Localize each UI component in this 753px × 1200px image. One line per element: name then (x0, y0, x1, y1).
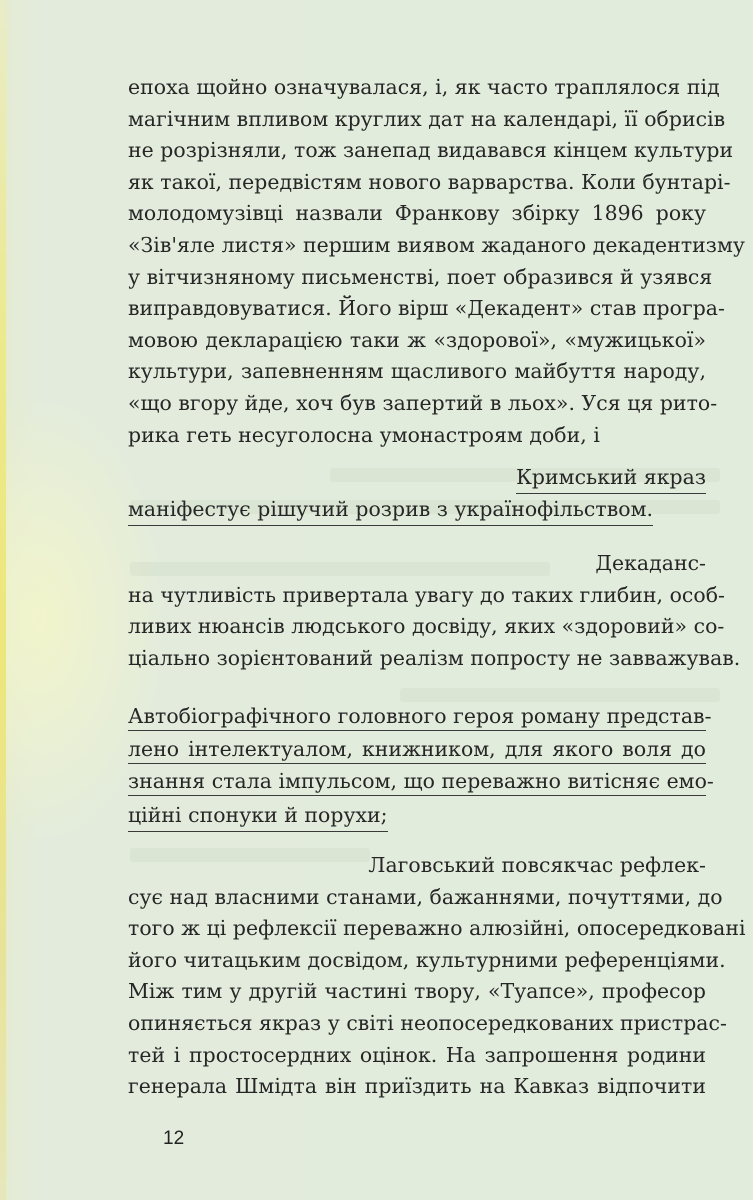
underlined-text: знання стала імпульсом, що переважно витісняє емо- (128, 767, 706, 796)
underlined-text: Кримський якраз (516, 464, 706, 494)
text-line: не розрізняли, тож занепад видавався кінцем культури (128, 138, 734, 163)
text-line: Лаговський повсякчас рефлек- (368, 853, 706, 877)
text-line: ціально зорієнтований реалізм попросту не завважував. (128, 645, 741, 670)
text-line: сує над власними станами, бажаннями, почуттями, до (128, 884, 723, 909)
paragraph-3 (128, 850, 746, 1103)
text-line: «Зів'яле листя» першим виявом жаданого декадентизму (128, 232, 745, 257)
text-line: виправдовуватися. Його вірш «Декадент» став програ- (128, 296, 725, 321)
text-line: генерала Шмідта він приїздить на Кавказ відпочити (128, 1074, 706, 1099)
underlined-passage-2 (128, 702, 714, 831)
text-line: тей і простосердних оцінок. На запрошення родини (128, 1042, 706, 1067)
text-line: у вітчизняному письменстві, поет образився й узявся (128, 264, 713, 289)
text-line: молодомузівці назвали Франкову збірку 1896 року (128, 201, 706, 226)
text-line: рика геть несуголосна умонастроям доби, і (128, 422, 600, 447)
underlined-text: маніфестує рішучий розрив з українофільством. (128, 496, 653, 526)
text-line: Між тим у другій частині твору, «Туапсе», професор (128, 979, 706, 1004)
text-line: на чутливість привертала увагу до таких глибин, особ- (128, 582, 725, 607)
paragraph-2 (128, 548, 741, 674)
page-number: 12 (163, 1128, 185, 1149)
paragraph-1 (128, 72, 745, 451)
page-edge (0, 0, 6, 1200)
text-line: ливих нюансів людського досвіду, яких «здоровий» со- (128, 614, 725, 639)
bleed-through-text (400, 688, 720, 702)
text-line: Декаданс- (595, 551, 706, 575)
text-line: культури, запевненням щасливого майбуття народу, (128, 359, 706, 384)
text-line: опиняється якраз у світі неопосередкованих пристрас- (128, 1010, 727, 1035)
text-line: його читацьким досвідом, культурними референціями. (128, 947, 726, 972)
text-line: мовою декларацією таки ж «здорової», «мужицької» (128, 327, 706, 352)
underlined-text: ційні спонуки й порухи; (128, 802, 388, 832)
text-line: епоха щойно означувалася, і, як часто траплялося під (128, 75, 720, 99)
text-line: магічним впливом круглих дат на календарі, її обрисів (128, 106, 726, 131)
underlined-text: лено інтелектуалом, книжником, для якого воля до (128, 735, 706, 764)
text-line: як такої, передвістям нового варварства. Коли бунтарі- (128, 169, 731, 194)
underlined-text: Автобіографічного головного героя роману представ- (128, 702, 706, 731)
text-line: того ж ці рефлексії переважно алюзійні, опосередковані (128, 916, 746, 941)
text-line: «що вгору йде, хоч був запертий в льох». Уся ця рито- (128, 390, 718, 415)
underlined-passage-1 (128, 462, 706, 525)
